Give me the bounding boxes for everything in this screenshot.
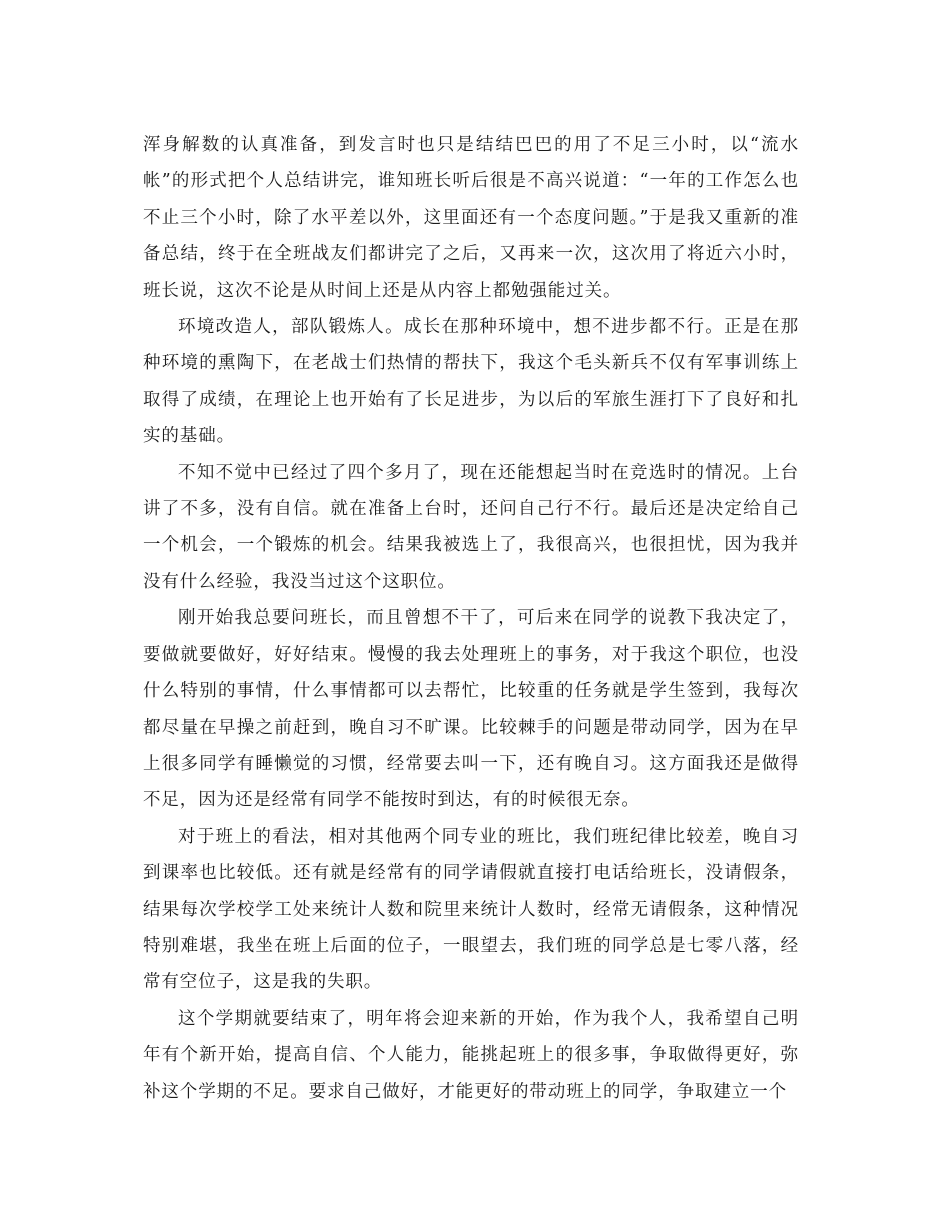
document-body bbox=[143, 127, 799, 1110]
paragraph-4: 刚开始我总要问班长，而且曾想不干了，可后来在同学的说教下我决定了，要做就要做好，好好结束。慢慢的我去处理班上的事务，对于我这个职位，也没什么特别的事情，什么事情都可以去帮忙，比较重的任务就是学生签到，我每次都尽量在早操之前赶到，晚自习不旷课。比较棘手的问题是带动同学，因为在早上很多同学有睡懒觉的习惯，经常要去叫一下，还有晚自习。这方面我还是做得不足，因为还是经常有同学不能按时到达，有的时候很无奈。 bbox=[143, 608, 799, 811]
paragraph-3: 不知不觉中已经过了四个多月了，现在还能想起当时在竞选时的情况。上台讲了不多，没有自信。就在准备上台时，还问自己行不行。最后还是决定给自己一个机会，一个锻炼的机会。结果我被选上了，我很高兴，也很担忧，因为我并没有什么经验，我没当过这个这职位。 bbox=[143, 462, 799, 592]
paragraph-6: 这个学期就要结束了，明年将会迎来新的开始，作为我个人，我希望自己明年有个新开始，提高自信、个人能力，能挑起班上的很多事，争取做得更好，弥补这个学期的不足。要求自己做好，才能更好的带动班上的同学，争取建立一个 bbox=[143, 1008, 799, 1102]
paragraph-5: 对于班上的看法，相对其他两个同专业的班比，我们班纪律比较差，晚自习到课率也比较低。还有就是经常有的同学请假就直接打电话给班长，没请假条，结果每次学校学工处来统计人数和院里来统计人数时，经常无请假条，这种情况特别难堪，我坐在班上后面的位子，一眼望去，我们班的同学总是七零八落，经常有空位子，这是我的失职。 bbox=[143, 826, 799, 993]
paragraph-1: 浑身解数的认真准备，到发言时也只是结结巴巴的用了不足三小时，以“流水帐”的形式把个人总结讲完，谁知班长听后很是不高兴说道：“一年的工作怎么也不止三个小时，除了水平差以外，这里面还有一个态度问题。”于是我又重新的准备总结，终于在全班战友们都讲完了之后，又再来一次，这次用了将近六小时，班长说，这次不论是从时间上还是从内容上都勉强能过关。 bbox=[143, 135, 799, 301]
paragraph-2: 环境改造人，部队锻炼人。成长在那种环境中，想不进步都不行。正是在那种环境的熏陶下，在老战士们热情的帮扶下，我这个毛头新兵不仅有军事训练上取得了成绩，在理论上也开始有了长足进步，为以后的军旅生涯打下了良好和扎实的基础。 bbox=[143, 317, 799, 447]
